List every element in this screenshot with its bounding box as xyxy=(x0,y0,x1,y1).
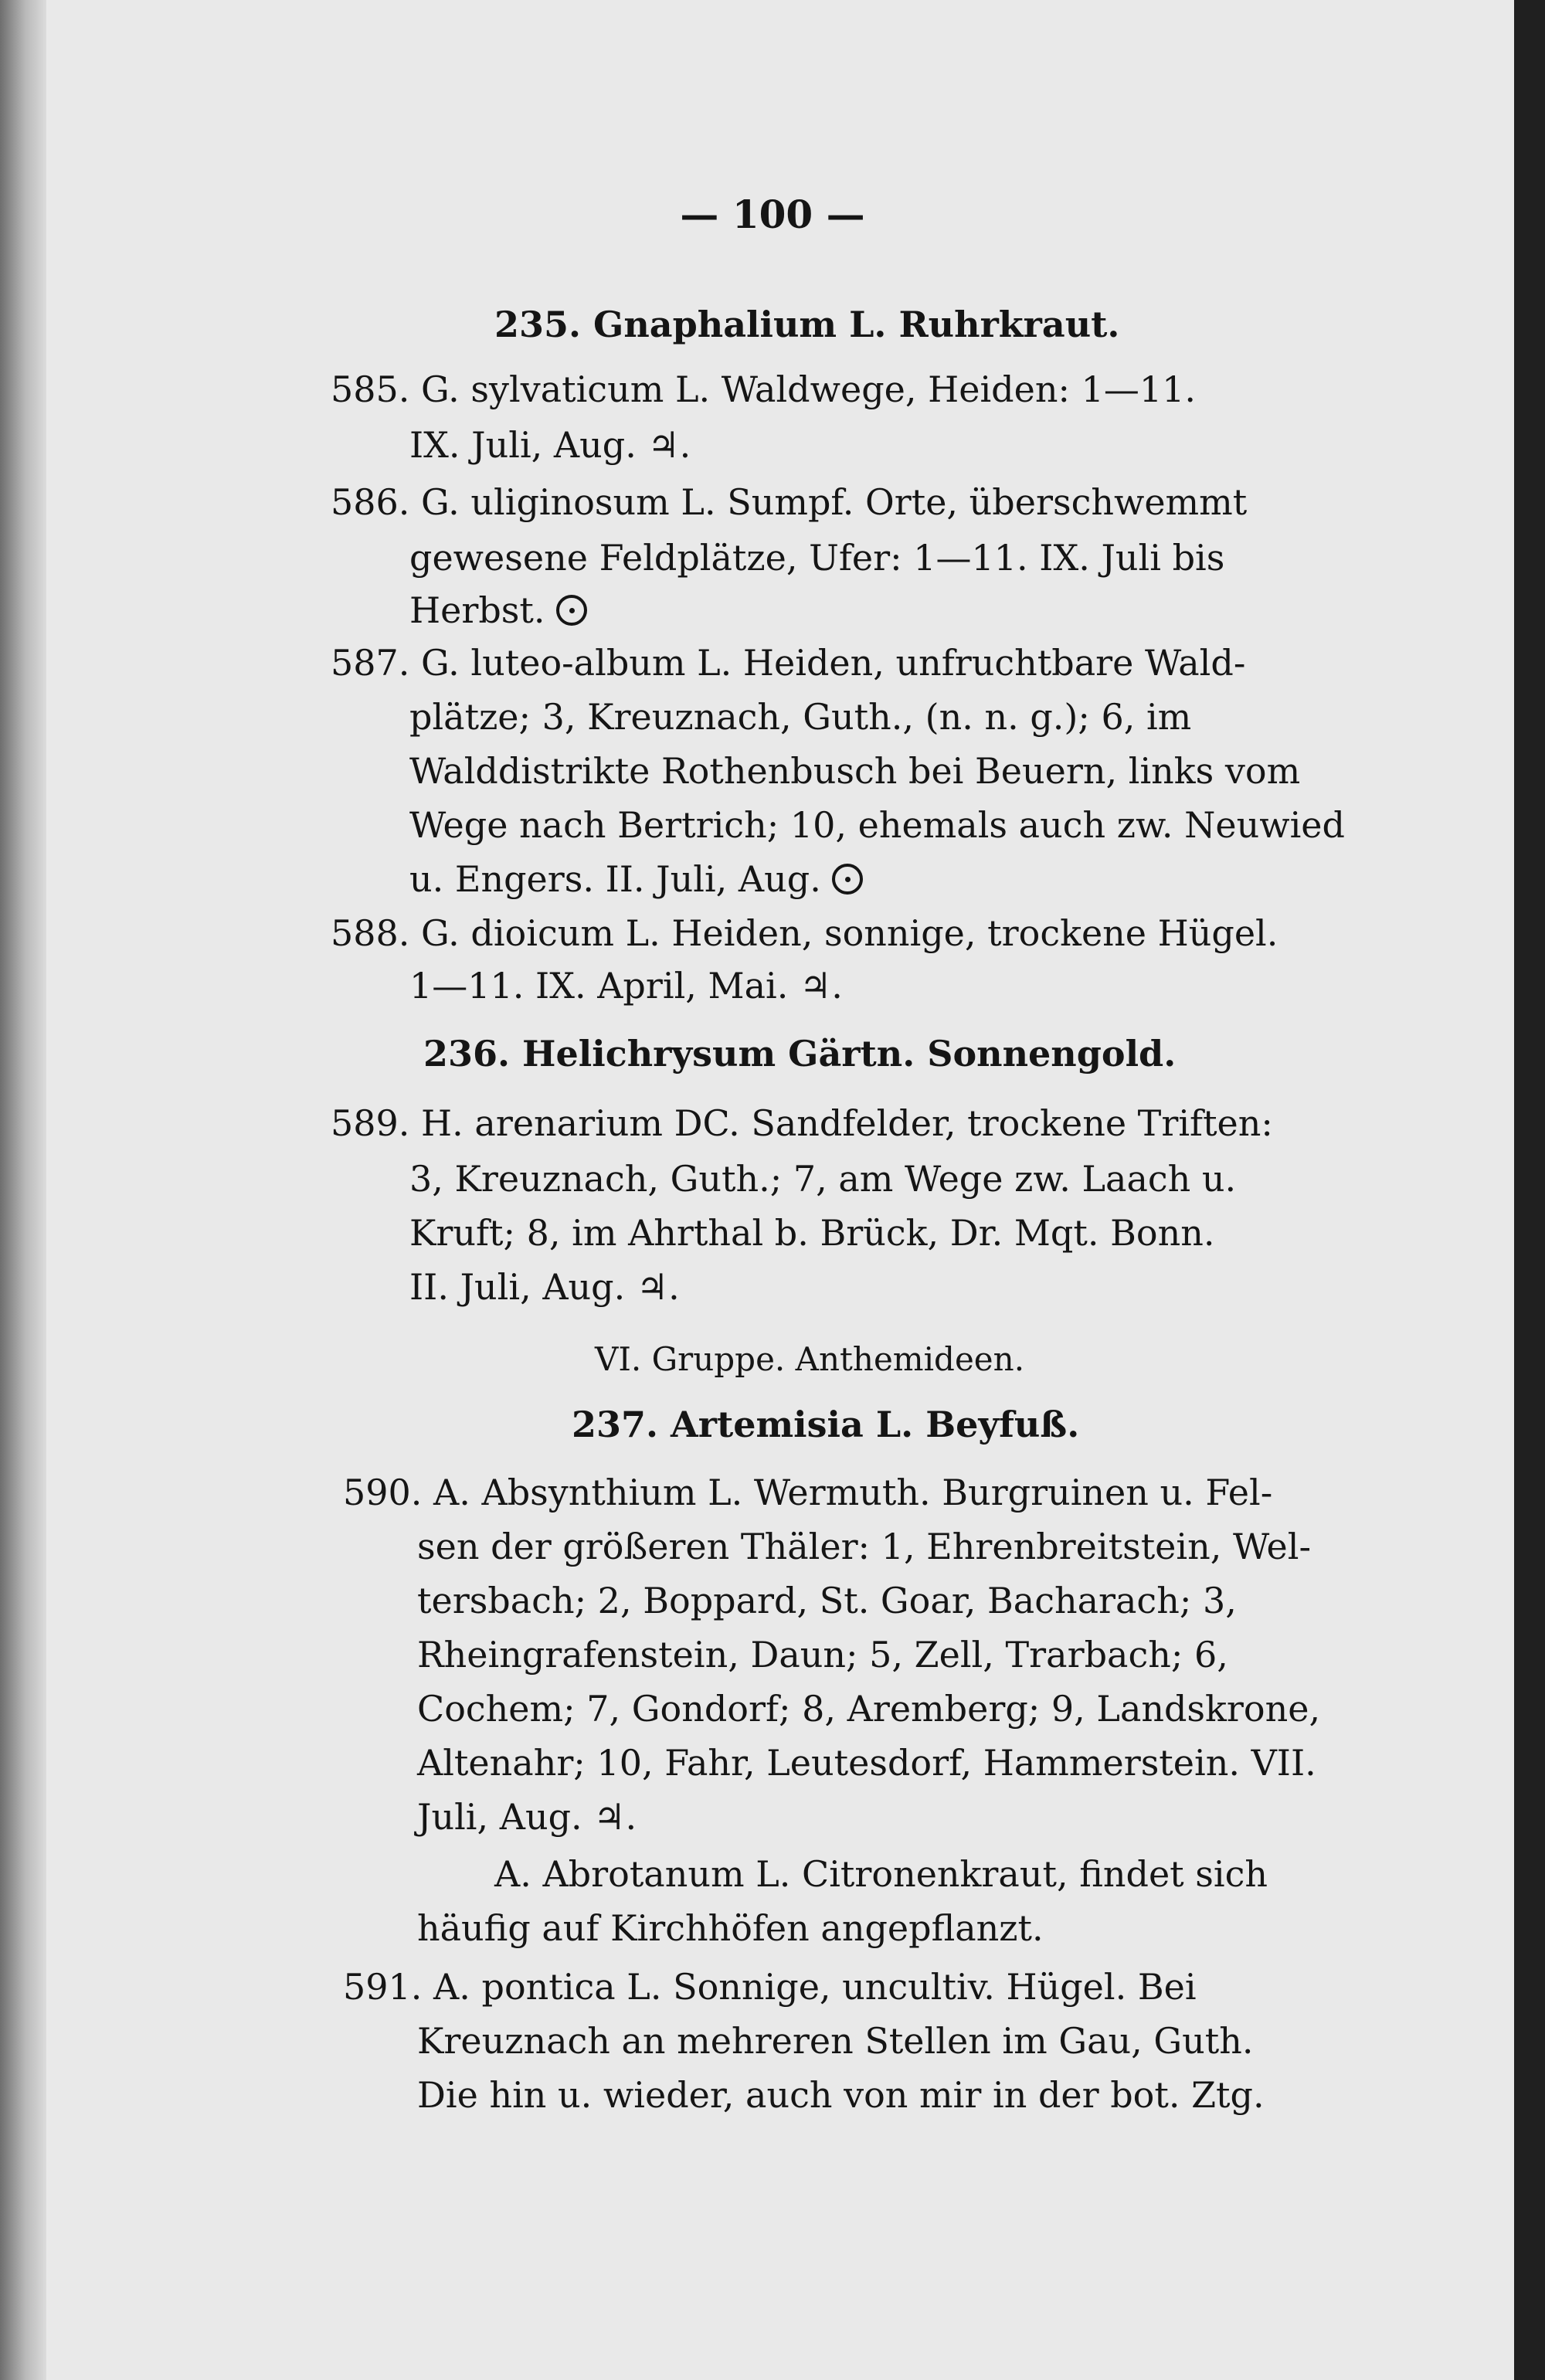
text-line: Walddistrikte Rothenbusch bei Beuern, links vom xyxy=(409,750,1301,792)
text-line: plätze; 3, Kreuznach, Guth., (n. n. g.); 6, im xyxy=(409,696,1192,738)
text-line: Die hin u. wieder, auch von mir in der bot. Ztg. xyxy=(417,2074,1265,2116)
text-line-with-symbol xyxy=(409,854,863,904)
text-line: II. Juli, Aug. ♃. xyxy=(409,1266,680,1308)
species-entry-591: 591. A. pontica L. Sonnige, uncultiv. Hügel. Bei xyxy=(343,1966,1197,2008)
book-edge xyxy=(1514,0,1545,2380)
text-line: häufig auf Kirchhöfen angepflanzt. xyxy=(417,1907,1044,1949)
text-line: IX. Juli, Aug. ♃. xyxy=(409,424,691,466)
species-entry-590: 590. A. Absynthium L. Wermuth. Burgruinen u. Fel- xyxy=(343,1472,1273,1513)
species-entry-588: 588. G. dioicum L. Heiden, sonnige, trockene Hügel. xyxy=(331,912,1278,954)
genus-heading-gnaphalium: 235. Gnaphalium L. Ruhrkraut. xyxy=(494,304,1120,345)
species-entry-587: 587. G. luteo-album L. Heiden, unfruchtbare Wald- xyxy=(331,642,1246,684)
page-binding xyxy=(0,0,46,2380)
species-entry-abrotanum: A. Abrotanum L. Citronenkraut, findet sich xyxy=(494,1853,1268,1895)
species-entry-589: 589. H. arenarium DC. Sandfelder, trockene Triften: xyxy=(331,1102,1273,1144)
text-line: Kruft; 8, im Ahrthal b. Brück, Dr. Mqt. Bonn. xyxy=(409,1212,1215,1254)
species-entry-585: 585. G. sylvaticum L. Waldwege, Heiden: 1—11. xyxy=(331,368,1196,410)
page-number: — 100 — xyxy=(680,192,865,237)
annual-plant-symbol-icon xyxy=(556,595,587,626)
text-fragment: u. Engers. II. Juli, Aug. xyxy=(409,858,821,900)
genus-heading-artemisia: 237. Artemisia L. Beyfuß. xyxy=(572,1404,1080,1445)
group-heading: VI. Gruppe. Anthemideen. xyxy=(595,1340,1025,1378)
text-line: gewesene Feldplätze, Ufer: 1—11. IX. Juli bis xyxy=(409,537,1225,579)
text-fragment: Herbst. xyxy=(409,589,545,631)
text-line: 1—11. IX. April, Mai. ♃. xyxy=(409,965,843,1007)
text-line: tersbach; 2, Boppard, St. Goar, Bacharach; 3, xyxy=(417,1580,1237,1621)
text-line: Altenahr; 10, Fahr, Leutesdorf, Hammerstein. VII. xyxy=(417,1742,1316,1784)
text-line: 3, Kreuznach, Guth.; 7, am Wege zw. Laach u. xyxy=(409,1158,1237,1200)
text-line: sen der größeren Thäler: 1, Ehrenbreitstein, Wel- xyxy=(417,1526,1311,1567)
text-line-with-symbol xyxy=(409,586,587,635)
text-line: Wege nach Bertrich; 10, ehemals auch zw. Neuwied xyxy=(409,804,1345,846)
species-entry-586: 586. G. uliginosum L. Sumpf. Orte, überschwemmt xyxy=(331,481,1248,523)
text-line: Juli, Aug. ♃. xyxy=(417,1796,637,1838)
annual-plant-symbol-icon xyxy=(832,864,863,895)
genus-heading-helichrysum: 236. Helichrysum Gärtn. Sonnengold. xyxy=(423,1033,1177,1075)
text-line: Cochem; 7, Gondorf; 8, Aremberg; 9, Landskrone, xyxy=(417,1688,1321,1730)
text-line: Rheingrafenstein, Daun; 5, Zell, Trarbach; 6, xyxy=(417,1634,1228,1676)
text-line: Kreuznach an mehreren Stellen im Gau, Guth. xyxy=(417,2020,1254,2062)
